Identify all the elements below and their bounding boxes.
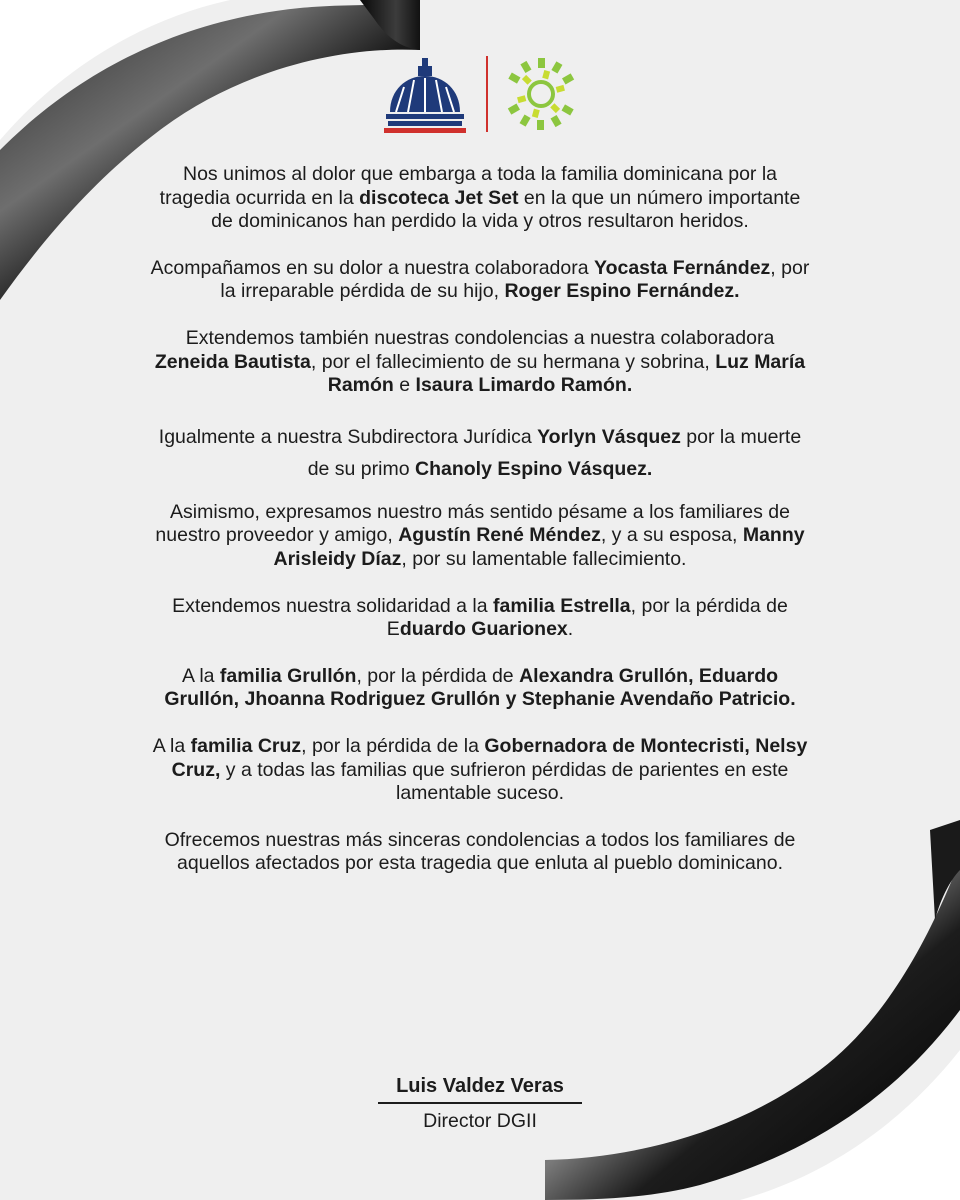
bold-name-run: Yocasta Fernández [594,256,771,279]
bold-name-run: Manny Arisleidy Díaz [273,524,805,570]
text-run: . [567,618,574,641]
text-run: e [393,374,416,397]
text-run: , por la pérdida de [356,664,520,687]
signatory-title: Director DGII [423,1110,537,1132]
letter-body [150,163,810,899]
paragraph-4 [150,421,810,485]
header-logos [0,52,960,136]
bold-name-run: familia Cruz [190,734,302,757]
signature-line [378,1102,582,1104]
bold-name-run: Agustín René Méndez [398,524,601,547]
text-run: , por el fallecimiento de su hermana y sobrina, [310,350,716,373]
text-run: A la [152,734,191,757]
paragraph-6 [150,595,810,642]
bold-name-run: discoteca Jet Set [359,186,519,209]
text-run: Asimismo, expresamos nuestro más sentido pésame a los familiares de nuestro proveedor y amigo, [155,500,790,547]
bold-name-run: duardo Guarionex [399,618,568,641]
bold-name-run: familia Grullón [219,664,357,687]
paragraph-1 [150,163,810,234]
paragraph-7 [150,665,810,712]
text-run: , por la pérdida de la [301,734,485,757]
text-run: , por la irreparable pérdida de su hijo, [220,256,810,303]
paragraph-9 [150,829,810,876]
logo-separator [486,56,488,132]
text-run: y a todas las familias que sufrieron pérdidas de parientes en este lamentable suceso. [220,758,789,805]
bold-name-run: Alexandra Grullón, Eduardo Grullón, Jhoanna Rodriguez Grullón y Stephanie Avendaño Patricio. [164,664,796,711]
sun-burst-logo-icon [504,56,578,132]
bold-name-run: Roger Espino Fernández. [504,280,740,303]
bold-name-run: Chanoly Espino Vásquez. [415,457,653,480]
text-run: Acompañamos en su dolor a nuestra colaboradora [150,256,595,279]
bold-name-run: Luz María Ramón [327,350,806,397]
text-run: , por su lamentable fallecimiento. [401,547,687,570]
text-run: por la muerte de su primo [307,425,802,480]
text-run: , por la pérdida de E [386,594,788,641]
text-run: Extendemos nuestra solidaridad a la [172,594,493,617]
text-run: , y a su esposa, [600,524,743,547]
signatory-name: Luis Valdez Veras [396,1075,564,1097]
bold-name-run: Zeneida Bautista [154,350,311,373]
bold-name-run: Isaura Limardo Ramón. [415,374,633,397]
paragraph-2 [150,257,810,304]
bold-name-run: Gobernadora de Montecristi, Nelsy Cruz, [171,734,808,781]
text-run: Igualmente a nuestra Subdirectora Jurídica [158,425,538,448]
dome-emblem-icon [382,54,468,134]
text-run: en la que un número importante de dominicanos han perdido la vida y otros resultaron heridos. [211,186,801,233]
bold-name-run: familia Estrella [493,594,631,617]
paragraph-8 [150,735,810,806]
signature-block [0,1072,960,1134]
bold-name-run: Yorlyn Vásquez [537,425,681,448]
text-run: Nos unimos al dolor que embarga a toda la familia dominicana por la tragedia ocurrida en la [159,163,777,209]
text-run: Ofrecemos nuestras más sinceras condolencias a todos los familiares de aquellos afectados por esta tragedia que enluta al pueblo dominicano. [164,828,796,875]
text-run: Extendemos también nuestras condolencias a nuestra colaboradora [185,326,775,349]
paragraph-3 [150,327,810,398]
paragraph-5 [150,501,810,572]
text-run: A la [181,664,220,687]
